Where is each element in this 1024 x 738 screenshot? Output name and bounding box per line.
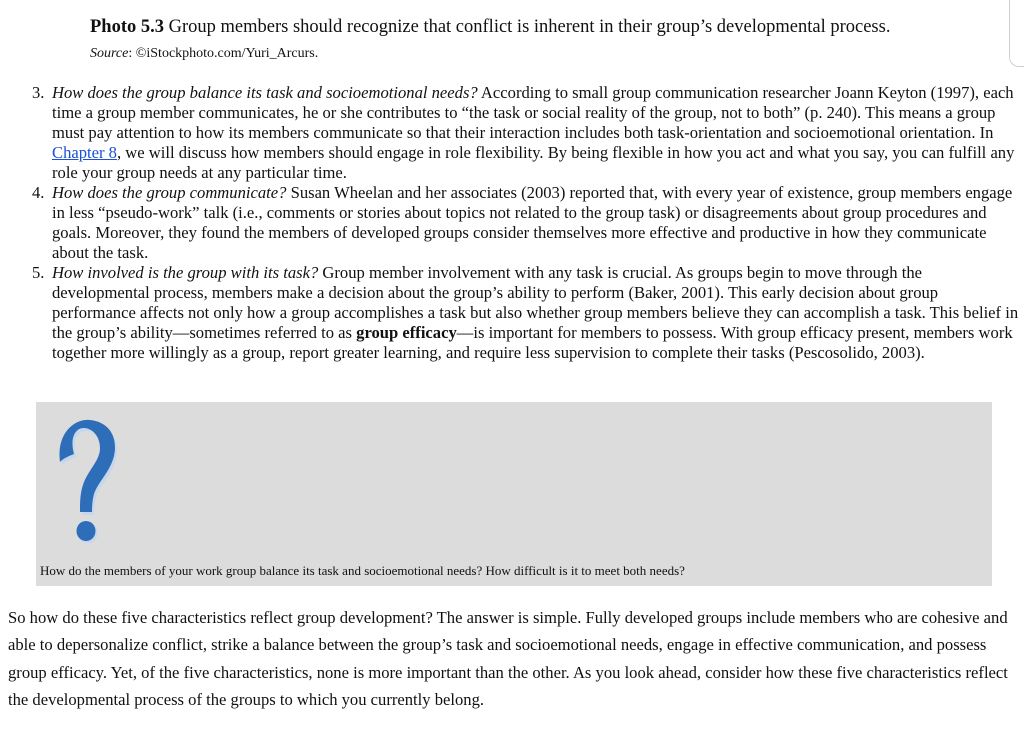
photo-caption-text: Group members should recognize that conflict is inherent in their group’s developmental process. <box>164 17 891 37</box>
photo-source <box>90 45 318 63</box>
item-question: How does the group communicate? <box>52 183 287 202</box>
source-label: Source <box>90 46 129 61</box>
characteristics-list <box>32 83 1022 363</box>
item-number: 4. <box>32 183 45 202</box>
key-term: group efficacy <box>356 323 457 342</box>
list-item <box>32 183 1022 263</box>
question-mark-icon <box>52 412 120 546</box>
item-text-continued: , we will discuss how members should engage in role flexibility. By being flexible in how you act and what you say, you can fulfill any role your group needs at any particular time. <box>52 143 1015 182</box>
photo-caption <box>90 15 1000 39</box>
reflection-question: How do the members of your work group balance its task and socioemotional needs? How difficult is it to meet both needs? <box>40 563 685 578</box>
photo-label: Photo 5.3 <box>90 17 164 37</box>
item-question: How does the group balance its task and socioemotional needs? <box>52 83 478 102</box>
reflection-box <box>36 402 992 586</box>
item-number: 5. <box>32 263 45 282</box>
list-item <box>32 83 1022 183</box>
item-question: How involved is the group with its task? <box>52 263 319 282</box>
item-text-continued: —is important for members to possess. With group efficacy present, members work together more willingly as a group, report greater learning, and require less supervision to complete their tasks (Pescosolido, 2003). <box>52 323 1013 362</box>
item-number: 3. <box>32 83 45 102</box>
list-item <box>32 263 1022 363</box>
item-text: Group member involvement with any task is crucial. As groups begin to move through the developmental process, members make a decision about the group’s ability to perform (Baker, 2001). This early decision about group performance affects not only how a group accomplishes a task but also whether group members believe they can accomplish a task. This belief in the group’s ability—sometimes referred to as <box>52 263 1019 342</box>
item-text: According to small group communication researcher Joann Keyton (1997), each time a group member communicates, he or she contributes to “the task or social reality of the group, not to both” (p. 240). This means a group must pay attention to how its members communicate so that their interaction includes both task-orientation and socioemotional orientation. In <box>52 83 1014 142</box>
closing-paragraph: So how do these five characteristics reflect group development? The answer is simple. Fully developed groups include members who are cohesive and able to depersonalize conflict, strike a balance between the group’s task and socioemotional needs, engage in effective communication, and possess group efficacy. Yet, of the five characteristics, none is more important than the other. As you look ahead, consider how these five characteristics reflect the developmental process of the groups to which you currently belong. <box>8 608 1008 709</box>
item-text: Susan Wheelan and her associates (2003) reported that, with every year of existence, group members engage in less “pseudo-work” talk (i.e., comments or stories about topics not related to the group task) or disagreements about group procedures and goals. Moreover, they found the members of developed groups consider themselves more effective and productive in how they communicate about the task. <box>52 183 1013 262</box>
chapter-8-link[interactable]: Chapter 8 <box>52 143 117 162</box>
window-scroll-edge <box>1009 0 1024 67</box>
source-text: : ©iStockphoto.com/Yuri_Arcurs. <box>128 46 319 61</box>
